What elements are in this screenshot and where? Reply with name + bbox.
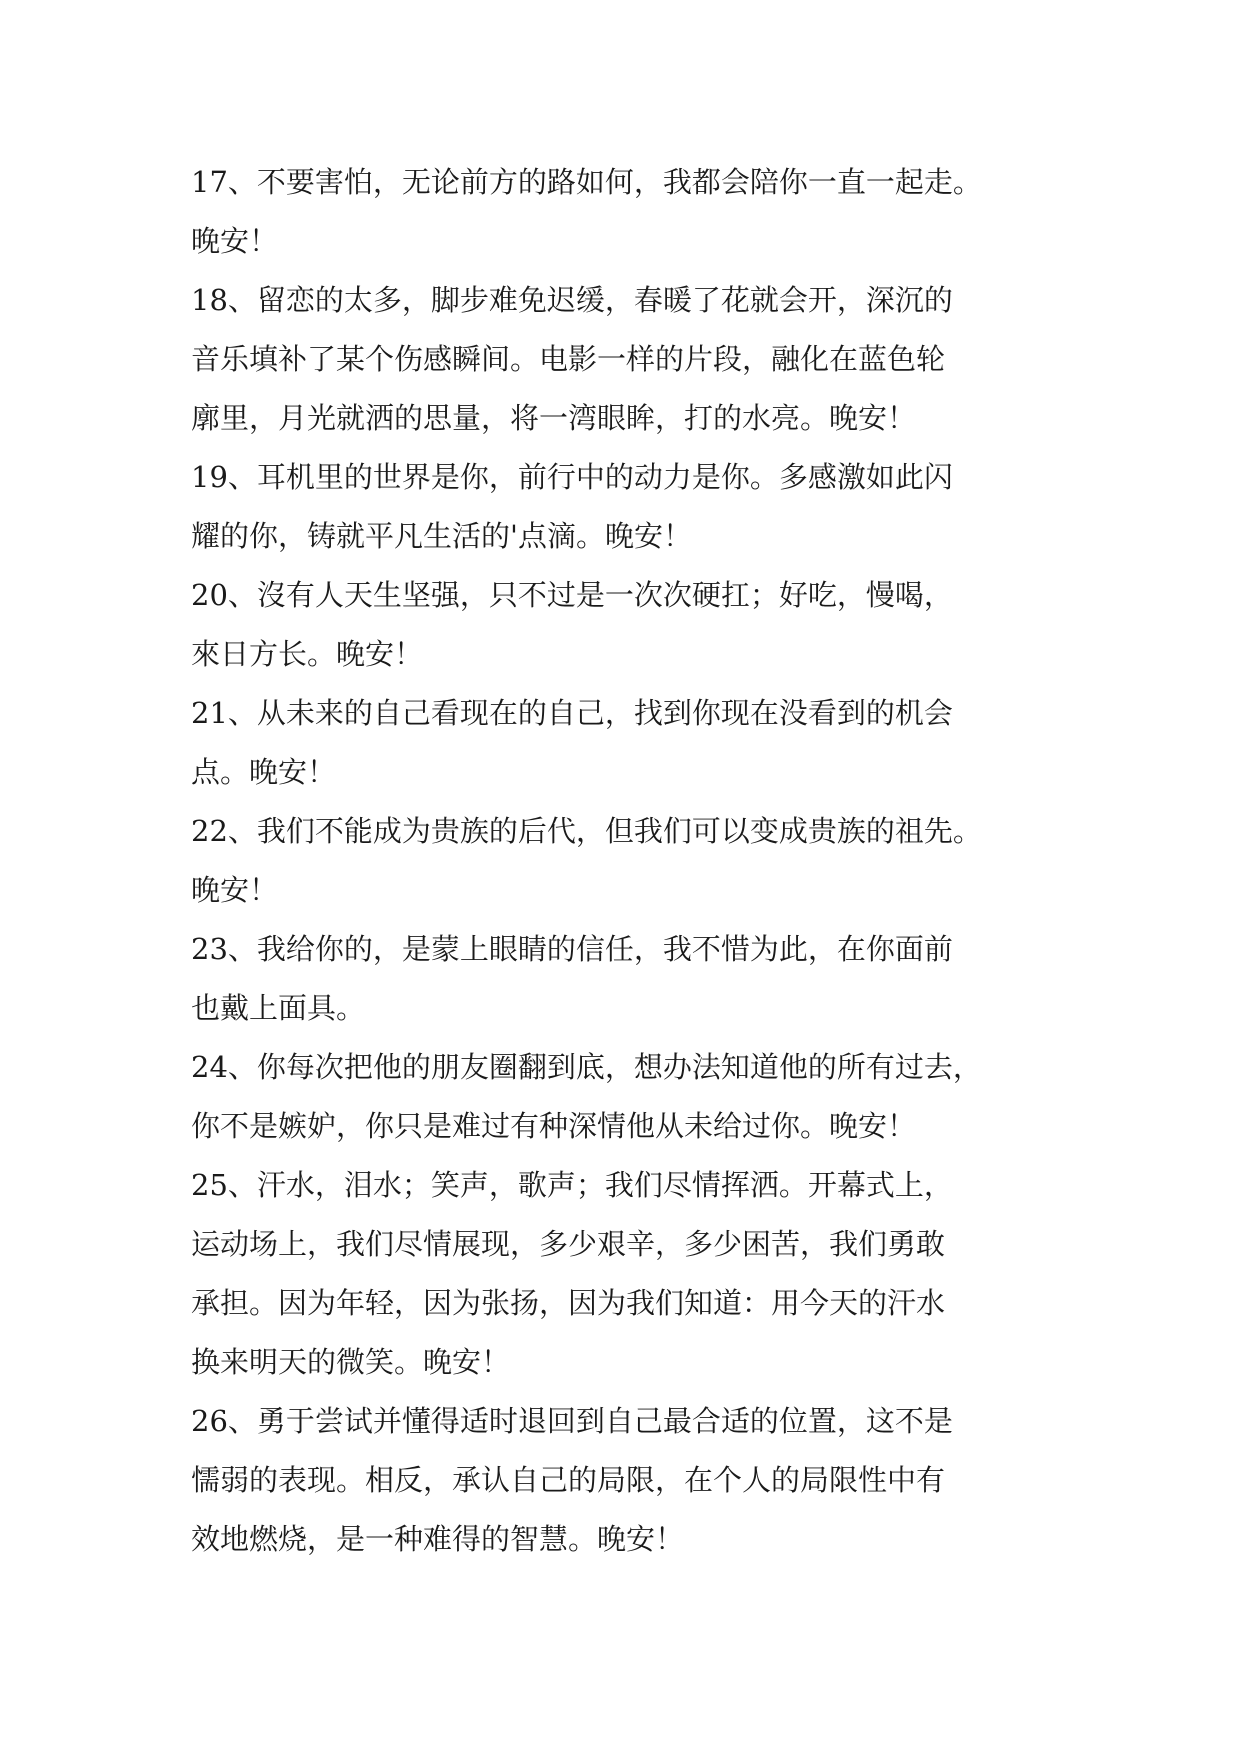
text-line: 运动场上，我们尽情展现，多少艰辛，多少困苦，我们勇敢 — [191, 1227, 946, 1261]
text-line: 你不是嫉妒，你只是难过有种深情他从未给过你。晚安！ — [191, 1109, 917, 1143]
text-line: 耀的你，铸就平凡生活的'点滴。晚安！ — [191, 519, 692, 553]
text-line: 20、沒有人天生坚强，只不过是一次次硬扛；好吃，慢喝， — [191, 578, 953, 612]
text-line: 也戴上面具。 — [191, 991, 366, 1025]
text-line: 21、从未来的自己看现在的自己，找到你现在没看到的机会 — [191, 696, 953, 730]
text-line: 19、耳机里的世界是你，前行中的动力是你。多感激如此闪 — [191, 460, 953, 494]
text-line: 点。晚安！ — [191, 755, 337, 789]
text-line: 晚安！ — [191, 873, 279, 907]
text-line: 17、不要害怕，无论前方的路如何，我都会陪你一直一起走。 — [191, 165, 982, 199]
text-line: 23、我给你的，是蒙上眼睛的信任，我不惜为此，在你面前 — [191, 932, 953, 966]
text-line: 25、汗水，泪水；笑声，歌声；我们尽情挥洒。开幕式上， — [191, 1168, 953, 1202]
text-line: 26、勇于尝试并懂得适时退回到自己最合适的位置，这不是 — [191, 1404, 953, 1438]
text-line: 懦弱的表现。相反，承认自己的局限，在个人的局限性中有 — [191, 1463, 946, 1497]
text-line: 承担。因为年轻，因为张扬，因为我们知道：用今天的汗水 — [191, 1286, 946, 1320]
text-line: 18、留恋的太多，脚步难免迟缓，春暖了花就会开，深沉的 — [191, 283, 953, 317]
text-line: 换来明天的微笑。晚安！ — [191, 1345, 511, 1379]
text-line: 來日方长。晚安！ — [191, 637, 424, 671]
text-line: 音乐填补了某个伤感瞬间。电影一样的片段，融化在蓝色轮 — [191, 342, 946, 376]
text-line: 廓里，月光就洒的思量，将一湾眼眸，打的水亮。晚安！ — [191, 401, 917, 435]
document-body — [191, 153, 1061, 1569]
text-line: 晚安！ — [191, 224, 279, 258]
text-line: 24、你每次把他的朋友圈翻到底，想办法知道他的所有过去， — [191, 1050, 982, 1084]
text-line: 效地燃烧，是一种难得的智慧。晚安！ — [191, 1522, 685, 1556]
text-line: 22、我们不能成为贵族的后代，但我们可以变成贵族的祖先。 — [191, 814, 982, 848]
